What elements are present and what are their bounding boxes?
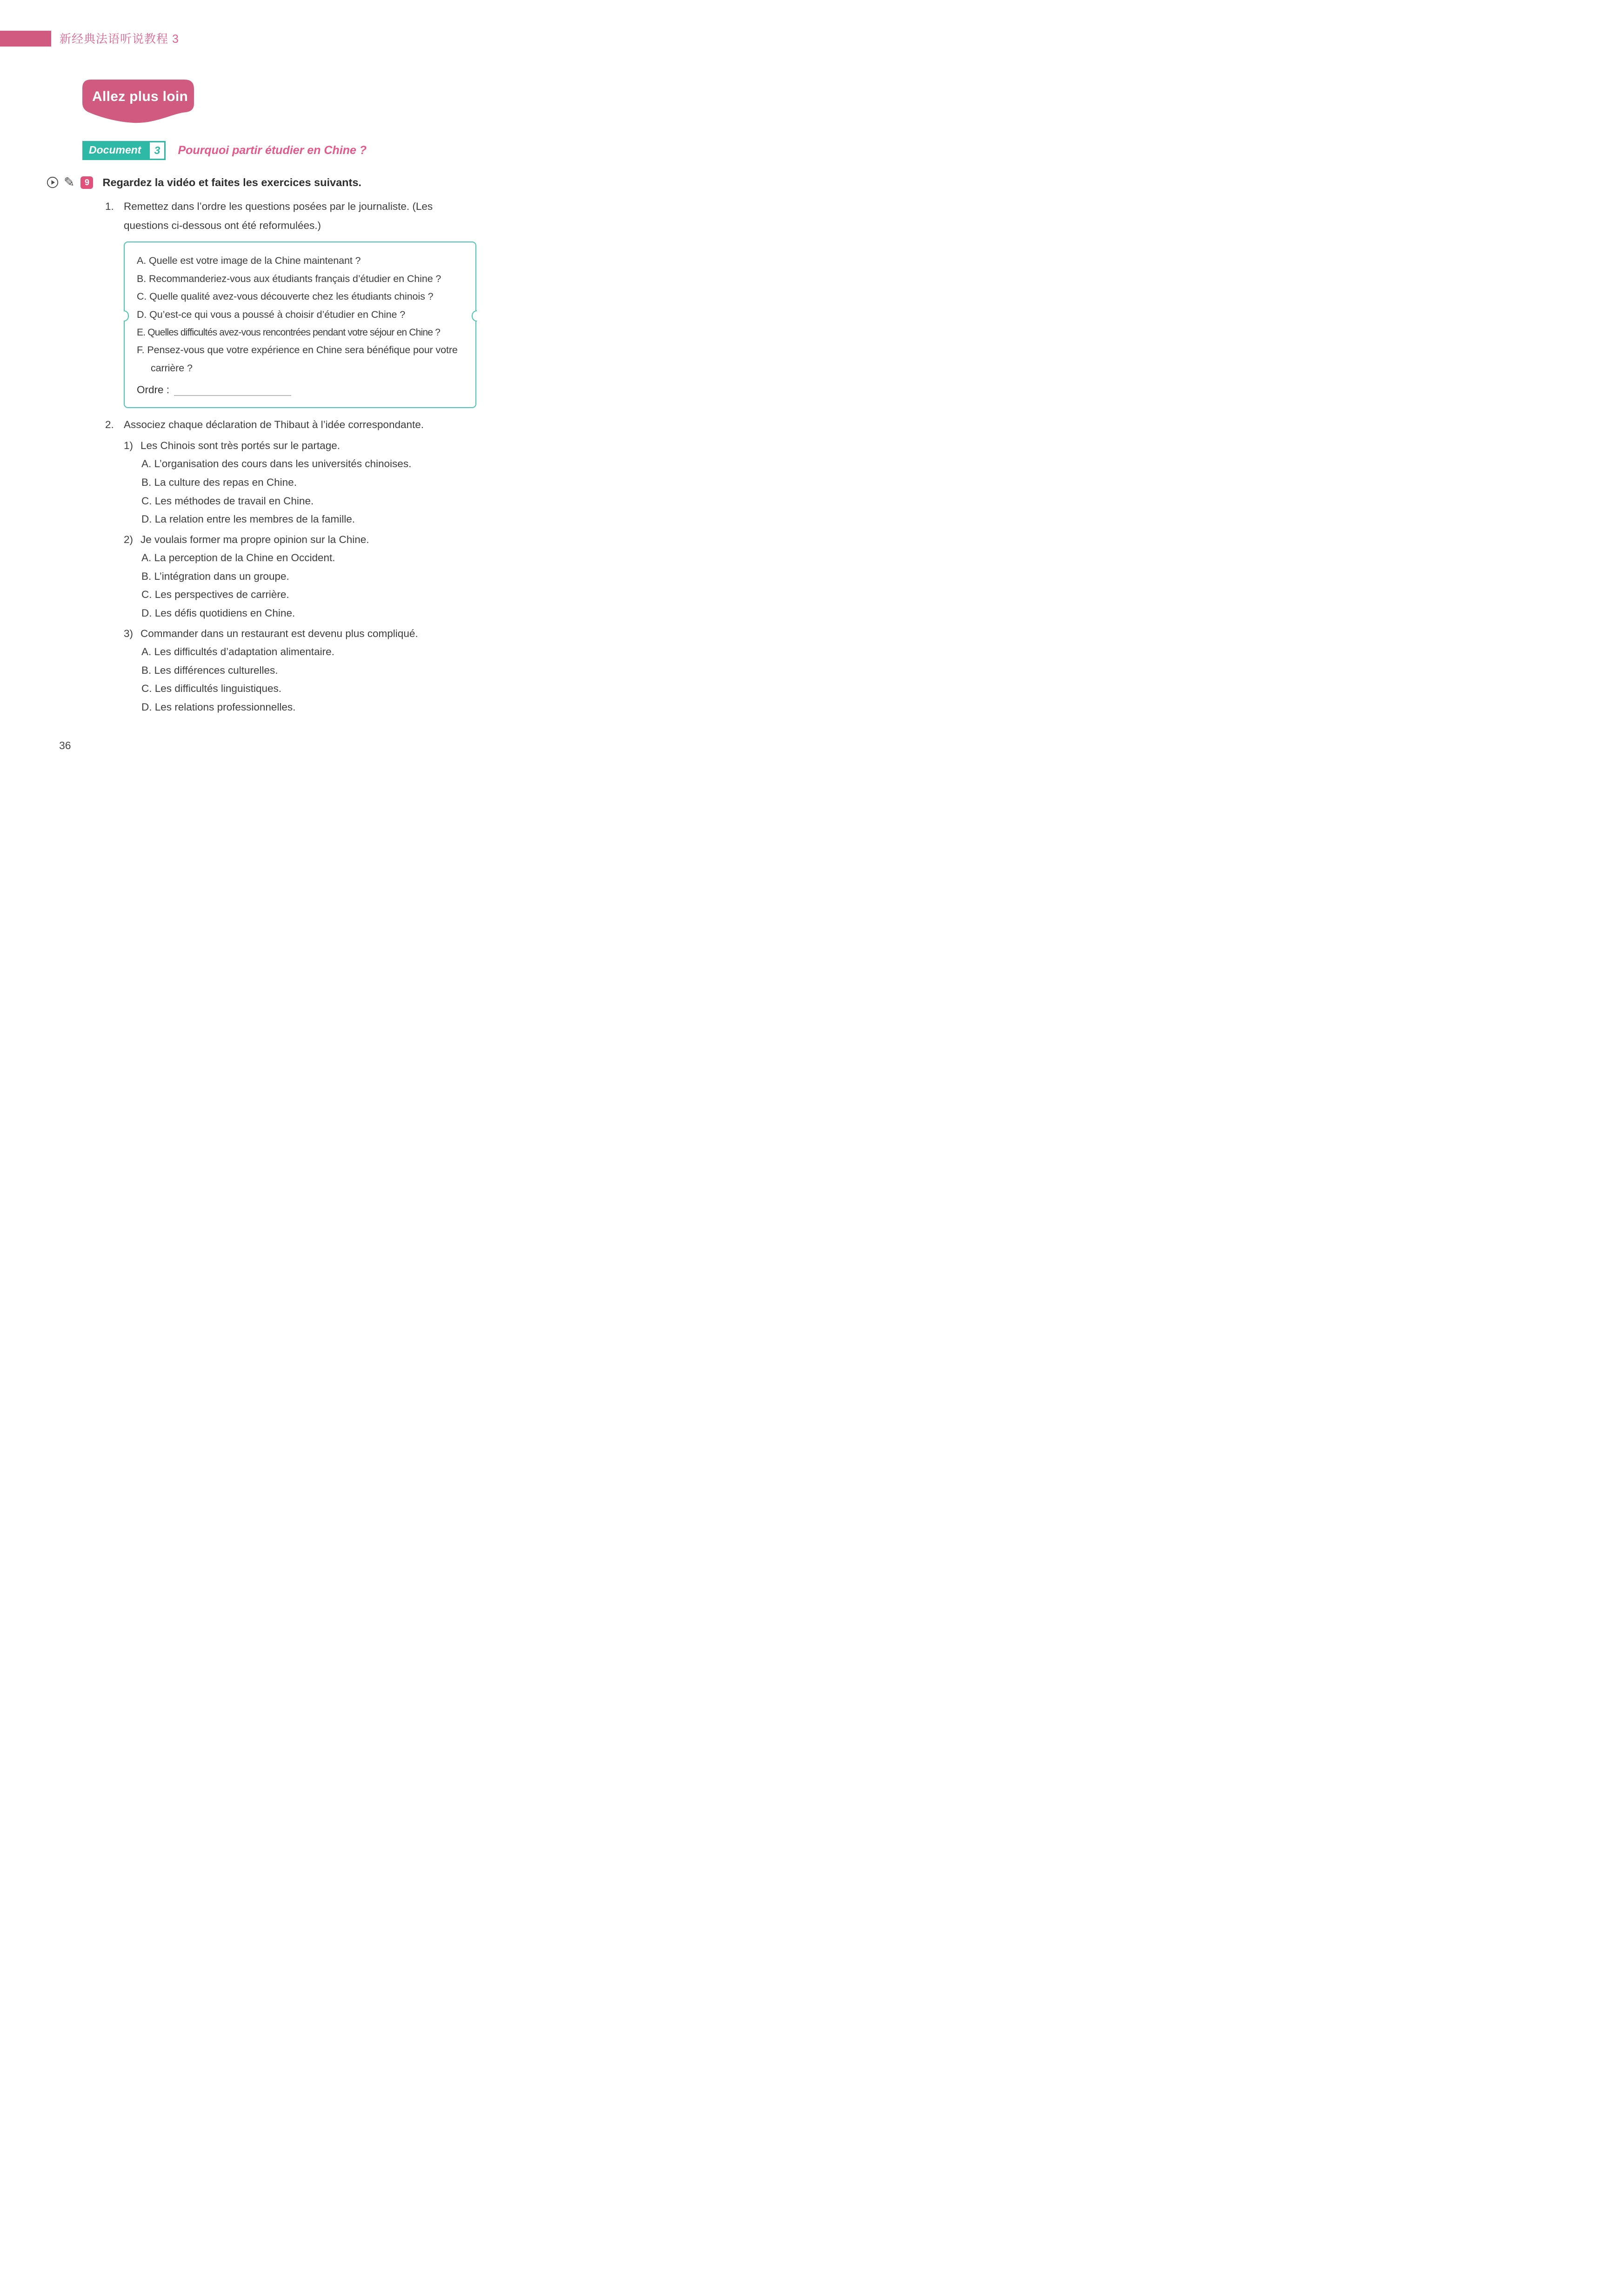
matching-option-d: D. La relation entre les membres de la famille. <box>141 513 355 525</box>
question-option-e: E. Quelles difficultés avez-vous rencontrées pendant votre séjour en Chine ? <box>137 327 441 338</box>
exercise-item-1 <box>105 197 493 408</box>
item-instruction: Remettez dans l’ordre les questions posées par le journaliste. (Les questions ci-dessous ont été reformulées.) <box>124 201 433 231</box>
question-option-b: B. Recommanderiez-vous aux étudiants français d’étudier en Chine ? <box>137 273 441 284</box>
question-option-d: D. Qu’est-ce qui vous a poussé à choisir d’étudier en Chine ? <box>137 309 406 320</box>
answer-blank <box>174 383 291 396</box>
matching-option-d: D. Les relations professionnelles. <box>141 701 296 713</box>
statement-text: Commander dans un restaurant est devenu plus compliqué. <box>140 627 418 639</box>
matching-statement-row <box>124 530 493 549</box>
matching-option-c: C. Les méthodes de travail en Chine. <box>141 495 314 507</box>
questions-box <box>124 241 476 408</box>
statement-number: 3) <box>124 627 134 639</box>
ordre-label: Ordre : <box>137 383 170 396</box>
matching-option-b: B. L’intégration dans un groupe. <box>141 570 289 582</box>
book-title: 新经典法语听说教程 3 <box>60 33 179 46</box>
statement-text: Les Chinois sont très portés sur le partage. <box>140 439 340 451</box>
question-option-c: C. Quelle qualité avez-vous découverte chez les étudiants chinois ? <box>137 291 434 302</box>
matching-option-a: A. Les difficultés d’adaptation alimentaire. <box>141 646 334 658</box>
item-body <box>124 197 493 408</box>
statement-number: 2) <box>124 533 134 545</box>
exercise-section <box>47 175 493 717</box>
statement-number: 1) <box>124 439 134 451</box>
matching-option-b: B. La culture des repas en Chine. <box>141 476 297 488</box>
document-title: Pourquoi partir étudier en Chine ? <box>178 144 367 157</box>
section-banner <box>82 80 194 124</box>
exercise-instruction: Regardez la vidéo et faites les exercices suivants. <box>102 176 361 188</box>
item-instruction: Associez chaque déclaration de Thibaut à l’idée correspondante. <box>124 418 424 430</box>
matching-statement-row <box>124 624 493 643</box>
exercise-header <box>47 175 493 190</box>
item-number: 1. <box>105 201 114 212</box>
matching-option-d: D. Les défis quotidiens en Chine. <box>141 607 295 619</box>
matching-option-b: B. Les différences culturelles. <box>141 664 278 676</box>
box-notch-right <box>472 310 477 322</box>
document-heading <box>82 141 367 160</box>
statement-text: Je voulais former ma propre opinion sur la Chine. <box>140 533 369 545</box>
exercise-item-2 <box>105 416 493 717</box>
ordre-row <box>137 383 464 396</box>
exercise-number-badge: 9 <box>80 176 93 189</box>
matching-option-a: A. L’organisation des cours dans les universités chinoises. <box>141 458 412 470</box>
play-icon <box>47 176 59 188</box>
question-option-f: F. Pensez-vous que votre expérience en Chine sera bénéfique pour votre carrière ? <box>137 344 458 374</box>
item-number: 2. <box>105 418 114 430</box>
page-number: 36 <box>59 739 71 751</box>
header-accent-bar <box>0 31 51 47</box>
question-option-a: A. Quelle est votre image de la Chine maintenant ? <box>137 255 361 266</box>
textbook-page <box>0 0 541 758</box>
matching-block-2 <box>124 530 493 623</box>
matching-block-1 <box>124 436 493 529</box>
document-label: Document <box>82 141 148 160</box>
pencil-icon: ✎ <box>64 175 75 189</box>
section-banner-label: Allez plus loin <box>92 89 188 104</box>
matching-option-c: C. Les perspectives de carrière. <box>141 589 289 601</box>
item-body <box>124 416 493 717</box>
box-notch-left <box>124 310 129 322</box>
matching-option-a: A. La perception de la Chine en Occident. <box>141 552 335 564</box>
document-number: 3 <box>148 141 166 160</box>
matching-block-3 <box>124 624 493 717</box>
matching-statement-row <box>124 436 493 455</box>
matching-option-c: C. Les difficultés linguistiques. <box>141 683 281 695</box>
